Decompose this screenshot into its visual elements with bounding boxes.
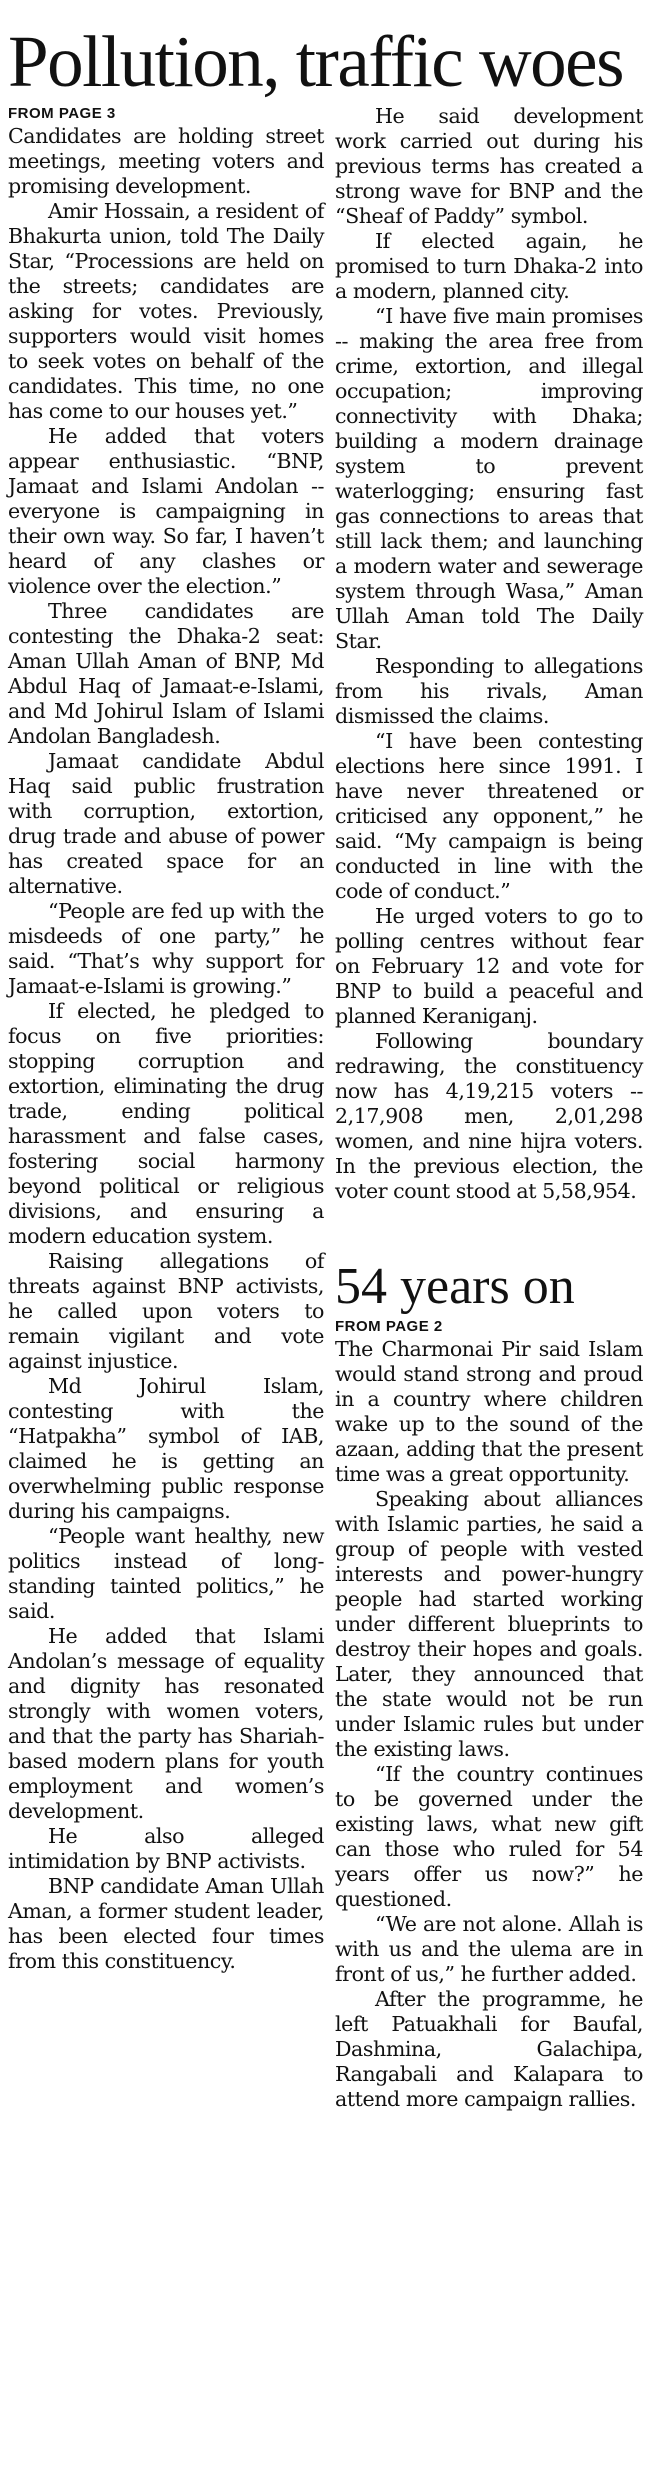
article2-body: [335, 1337, 643, 2112]
from-page-kicker: FROM PAGE 2: [335, 1318, 443, 1335]
paragraph: Candidates are holding street meetings, meeting voters and promising development.: [8, 124, 324, 198]
paragraph: He also alleged intimidation by BNP activists.: [8, 1824, 324, 1873]
paragraph: He added that Islami Andolan’s message of equality and dignity has resonated strongly with women voters, and that the party has Shariah-based modern plans for youth employment and women’s development.: [8, 1624, 324, 1823]
paragraph: “We are not alone. Allah is with us and the ulema are in front of us,” he further added.: [335, 1912, 643, 1986]
paragraph: Amir Hossain, a resident of Bhakurta union, told The Daily Star, “Processions are held on the streets; candidates are asking for votes. Previously, supporters would visit homes to seek votes on behalf of the candidates. This time, no one has come to our houses yet.”: [8, 199, 324, 423]
headline-54-years-on: 54 years on: [335, 1258, 575, 1315]
right-column: [335, 104, 643, 2112]
paragraph: Md Johirul Islam, contesting with the “Hatpakha” symbol of IAB, claimed he is getting an overwhelming public response during his campaigns.: [8, 1374, 324, 1523]
paragraph: He urged voters to go to polling centres without fear on February 12 and vote for BNP to build a peaceful and planned Keraniganj.: [335, 904, 643, 1028]
paragraph: “If the country continues to be governed under the existing laws, what new gift can those who ruled for 54 years offer us now?” he questioned.: [335, 1762, 643, 1911]
paragraph: BNP candidate Aman Ullah Aman, a former student leader, has been elected four times from this constituency.: [8, 1874, 324, 1973]
paragraph: “People want healthy, new politics instead of long-standing tainted politics,” he said.: [8, 1524, 324, 1623]
paragraph: “I have five main promises -- making the area free from crime, extortion, and illegal occupation; improving connectivity with Dhaka; building a modern drainage system to prevent waterlogging; ensuring fast gas connections to areas that still lack them; and launching a modern water and sewerage system through Wasa,” Aman Ullah Aman told The Daily Star.: [335, 304, 643, 653]
headline-pollution-traffic-woes: Pollution, traffic woes: [8, 21, 623, 102]
paragraph: “People are fed up with the misdeeds of one party,” he said. “That’s why support for Jamaat-e-Islami is growing.”: [8, 899, 324, 998]
paragraph: Three candidates are contesting the Dhaka-2 seat: Aman Ullah Aman of BNP, Md Abdul Haq of Jamaat-e-Islami, and Md Johirul Islam of Islami Andolan Bangladesh.: [8, 599, 324, 748]
paragraph: Jamaat candidate Abdul Haq said public frustration with corruption, extortion, drug trade and abuse of power has created space for an alternative.: [8, 749, 324, 898]
paragraph: Following boundary redrawing, the constituency now has 4,19,215 voters -- 2,17,908 men, 2,01,298 women, and nine hijra voters. In the previous election, the voter count stood at 5,58,954.: [335, 1029, 643, 1203]
paragraph: If elected, he pledged to focus on five priorities: stopping corruption and extortion, eliminating the drug trade, ending political harassment and false cases, fostering social harmony beyond political or religious divisions, and ensuring a modern education system.: [8, 999, 324, 1248]
paragraph: If elected again, he promised to turn Dhaka-2 into a modern, planned city.: [335, 229, 643, 303]
left-column: [8, 104, 324, 1974]
paragraph: Raising allegations of threats against BNP activists, he called upon voters to remain vigilant and vote against injustice.: [8, 1249, 324, 1373]
article-body-right: [335, 104, 643, 1204]
paragraph: Responding to allegations from his rivals, Aman dismissed the claims.: [335, 654, 643, 728]
paragraph: “I have been contesting elections here since 1991. I have never threatened or criticised any opponent,” he said. “My campaign is being conducted in line with the code of conduct.”: [335, 729, 643, 903]
paragraph: The Charmonai Pir said Islam would stand strong and proud in a country where children wake up to the sound of the azaan, adding that the present time was a great opportunity.: [335, 1337, 643, 1486]
article-body-left: [8, 124, 324, 1974]
paragraph: He added that voters appear enthusiastic. “BNP, Jamaat and Islami Andolan -- everyone is campaigning in their own way. So far, I haven’t heard of any clashes or violence over the election.”: [8, 424, 324, 598]
paragraph: After the programme, he left Patuakhali for Baufal, Dashmina, Galachipa, Rangabali and Kalapara to attend more campaign rallies.: [335, 1987, 643, 2111]
paragraph: He said development work carried out during his previous terms has created a strong wave for BNP and the “Sheaf of Paddy” symbol.: [335, 104, 643, 228]
paragraph: Speaking about alliances with Islamic parties, he said a group of people with vested interests and power-hungry people had started working under different blueprints to destroy their hopes and goals. Later, they announced that the state would not be run under Islamic rules but under the existing laws.: [335, 1487, 643, 1761]
from-page-kicker: FROM PAGE 3: [8, 105, 116, 122]
